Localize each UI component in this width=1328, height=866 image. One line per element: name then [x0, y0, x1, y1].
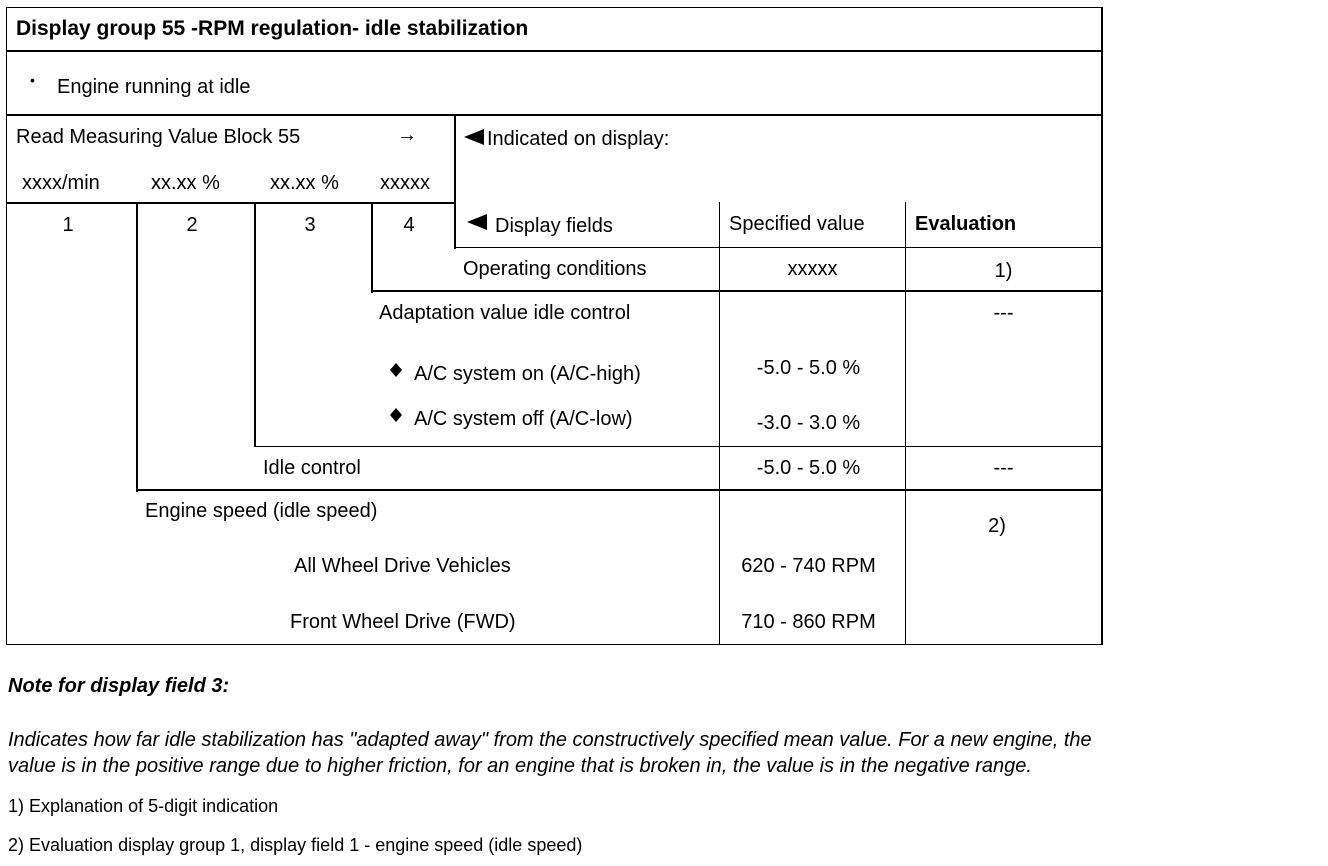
pointer-left-icon [464, 129, 486, 145]
adaptation-label: Adaptation value idle control [379, 302, 631, 324]
ac-off-label: A/C system off (A/C-low) [414, 408, 633, 430]
page-title: Display group 55 -RPM regulation- idle stabilization [16, 17, 529, 40]
read-block-label: Read Measuring Value Block 55 [16, 126, 301, 148]
note-line-1: Indicates how far idle stabilization has "adapted away" from the constructively specified mean value. For a new engine, the [8, 729, 1092, 751]
indicated-label: Indicated on display: [487, 128, 670, 150]
idle-control-value: -5.0 - 5.0 % [756, 457, 861, 479]
field-number-3: 3 [304, 214, 316, 236]
header-evaluation: Evaluation [915, 213, 1017, 235]
engine-speed-eval: 2) [988, 515, 1006, 537]
engine-speed-label: Engine speed (idle speed) [145, 500, 378, 522]
field-number-2: 2 [186, 214, 198, 236]
fwd-value: 710 - 860 RPM [741, 611, 876, 633]
ac-on-label: A/C system on (A/C-high) [414, 363, 641, 385]
footnote-1: 1) Explanation of 5-digit indication [8, 796, 279, 816]
arrow-right-icon: → [397, 124, 417, 146]
header-display-fields: Display fields [495, 215, 613, 237]
pointer-left-icon [467, 214, 489, 230]
note-heading: Note for display field 3: [8, 675, 230, 697]
precondition-text: Engine running at idle [57, 76, 251, 98]
bullet-icon: • [30, 72, 35, 88]
ac-on-value: -5.0 - 5.0 % [756, 357, 861, 379]
operating-conditions-label: Operating conditions [463, 258, 647, 280]
idle-control-eval: --- [993, 457, 1014, 479]
header-specified-value: Specified value [729, 213, 865, 235]
note-line-2: value is in the positive range due to higher friction, for an engine that is broken in, the value is in the negative range. [8, 755, 1032, 777]
operating-conditions-eval: 1) [994, 260, 1013, 282]
operating-conditions-value: xxxxx [787, 258, 838, 280]
diamond-bullet-icon [390, 408, 402, 424]
field-number-4: 4 [403, 214, 415, 236]
adaptation-eval: --- [993, 302, 1014, 324]
diamond-bullet-icon [390, 363, 402, 379]
footnote-2: 2) Evaluation display group 1, display field 1 - engine speed (idle speed) [8, 835, 583, 855]
field-value-1: xxxx/min [22, 172, 100, 194]
awd-value: 620 - 740 RPM [741, 555, 876, 577]
fwd-label: Front Wheel Drive (FWD) [290, 611, 516, 633]
idle-control-label: Idle control [263, 457, 361, 479]
field-value-4: xxxxx [380, 172, 430, 194]
awd-label: All Wheel Drive Vehicles [294, 555, 511, 577]
field-value-3: xx.xx % [270, 172, 339, 194]
field-number-1: 1 [62, 214, 74, 236]
field-value-2: xx.xx % [151, 172, 220, 194]
ac-off-value: -3.0 - 3.0 % [756, 412, 861, 434]
